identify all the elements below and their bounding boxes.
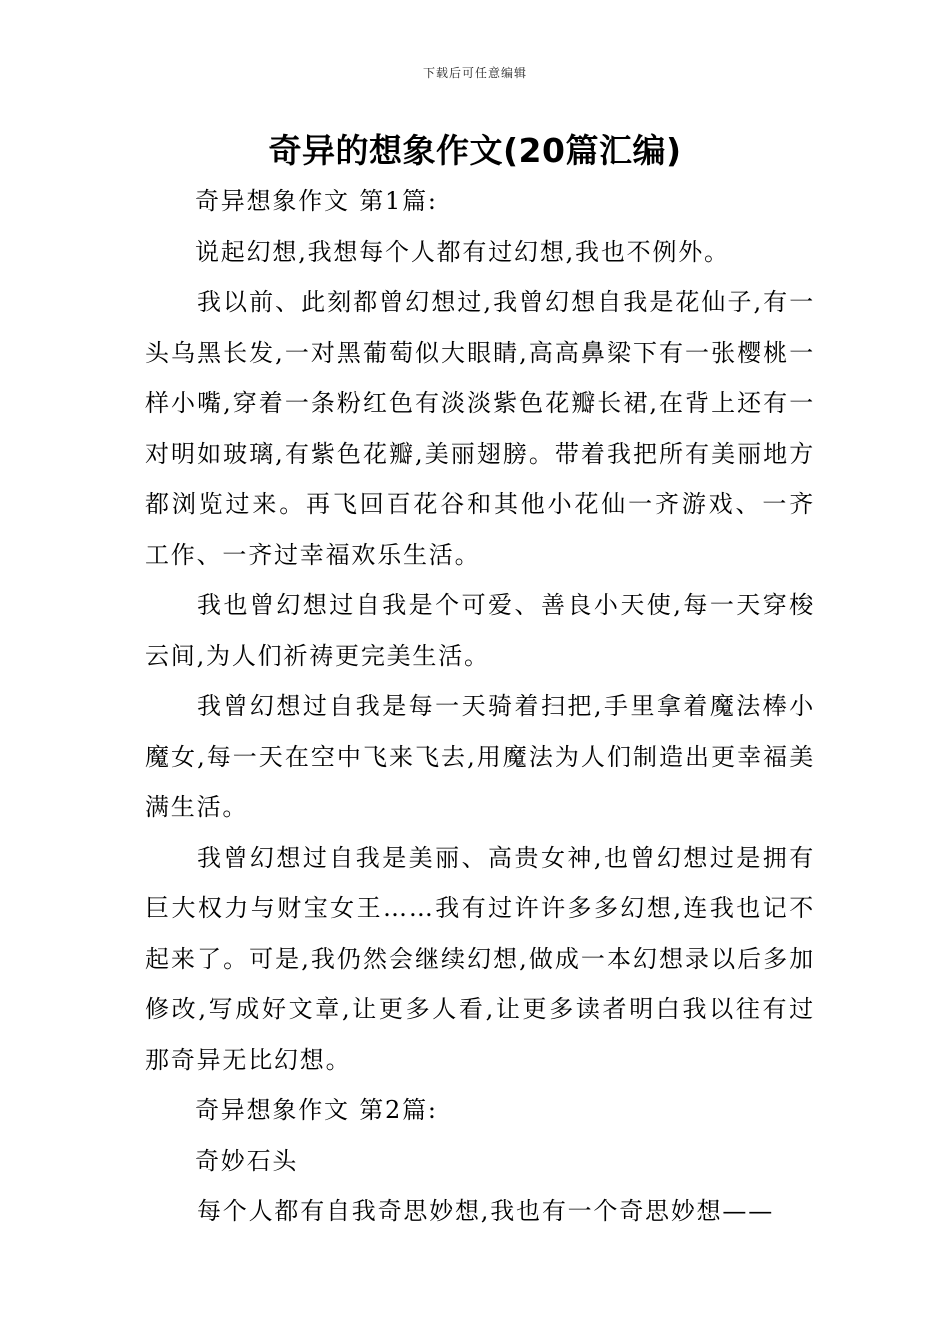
- paragraph: 说起幻想,我想每个人都有过幻想,我也不例外。: [195, 237, 730, 266]
- paragraph: 每个人都有自我奇思妙想,我也有一个奇思妙想——: [197, 1197, 775, 1225]
- section-heading: 奇异想象作文 第2篇:: [195, 1096, 438, 1124]
- document-title: 奇异的想象作文(20篇汇编): [268, 131, 682, 170]
- paragraph: 我曾幻想过自我是每一天骑着扫把,手里拿着魔法棒小魔女,每一天在空中飞来飞去,用魔法为人们制造出更幸福美满生活。: [145, 692, 815, 821]
- paragraph: 我以前、此刻都曾幻想过,我曾幻想自我是花仙子,有一头乌黑长发,一对黑葡萄似大眼睛,高高鼻梁下有一张樱桃一样小嘴,穿着一条粉红色有淡淡紫色花瓣长裙,在背上还有一对明如玻璃,有紫色花瓣,美丽翅膀。带着我把所有美丽地方都浏览过来。再飞回百花谷和其他小花仙一齐游戏、一齐工作、一齐过幸福欢乐生活。: [145, 288, 815, 569]
- paragraph: 我曾幻想过自我是美丽、高贵女神,也曾幻想过是拥有巨大权力与财宝女王……我有过许许多多幻想,连我也记不起来了。可是,我仍然会继续幻想,做成一本幻想录以后多加修改,写成好文章,让更多人看,让更多读者明白我以往有过那奇异无比幻想。: [145, 843, 815, 1074]
- essay-title: 奇妙石头: [195, 1146, 299, 1175]
- header-note: 下载后可任意编辑: [422, 66, 527, 80]
- paragraph: 我也曾幻想过自我是个可爱、善良小天使,每一天穿梭云间,为人们祈祷更完美生活。: [145, 591, 815, 670]
- document-body: [145, 176, 815, 1237]
- section-heading: 奇异想象作文 第1篇:: [195, 187, 438, 215]
